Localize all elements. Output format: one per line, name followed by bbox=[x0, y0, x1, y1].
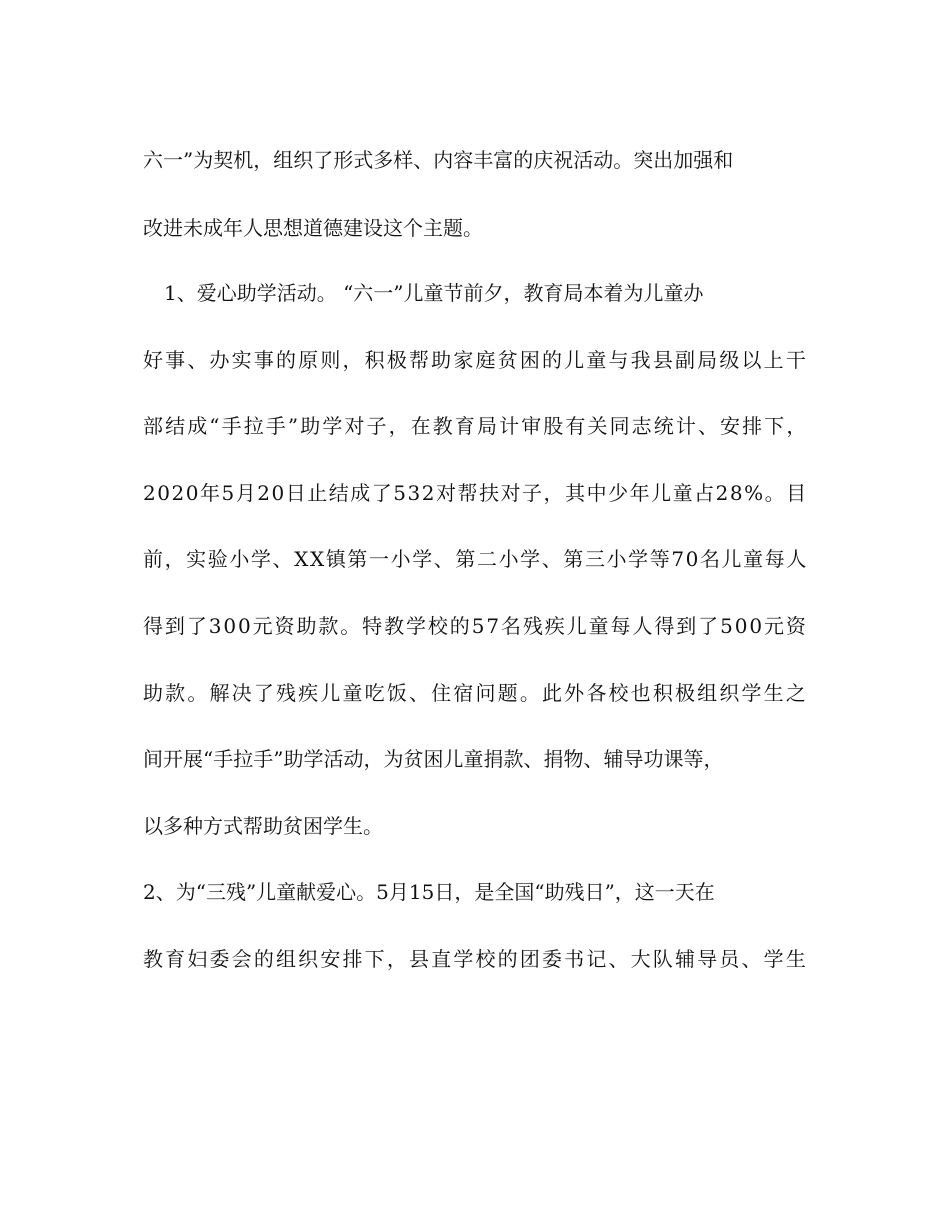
text-line-5: 部结成“手拉手”助学对子，在教育局计审股有关同志统计、安排下， bbox=[143, 414, 809, 438]
text-line-11: 以多种方式帮助贫困学生。 bbox=[143, 814, 383, 838]
text-line-9: 助款。解决了残疾儿童吃饭、住宿问题。此外各校也积极组织学生之 bbox=[143, 681, 808, 705]
text-line-10: 间开展“手拉手”助学活动，为贫困儿童捐款、捐物、辅导功课等， bbox=[143, 747, 724, 771]
text-line-2: 改进未成年人思想道德建设这个主题。 bbox=[143, 216, 483, 240]
text-line-8: 得到了300元资助款。特教学校的57名残疾儿童每人得到了500元资 bbox=[143, 614, 808, 638]
text-line-7: 前，实验小学、XX镇第一小学、第二小学、第三小学等70名儿童每人 bbox=[143, 547, 808, 571]
text-line-3: 1、爱心助学活动。 “六一”儿童节前夕，教育局本着为儿童办 bbox=[164, 281, 704, 305]
text-line-1: 六一”为契机，组织了形式多样、内容丰富的庆祝活动。突出加强和 bbox=[143, 148, 734, 172]
text-line-13: 教育妇委会的组织安排下，县直学校的团委书记、大队辅导员、学生 bbox=[143, 947, 808, 971]
text-line-6: 2020年5月20日止结成了532对帮扶对子，其中少年儿童占28%。目 bbox=[143, 481, 808, 505]
text-line-12: 2、为“三残”儿童献爱心。5月15日，是全国“助残日”，这一天在 bbox=[143, 880, 715, 904]
text-line-4: 好事、办实事的原则，积极帮助家庭贫困的儿童与我县副局级以上干 bbox=[143, 348, 808, 372]
